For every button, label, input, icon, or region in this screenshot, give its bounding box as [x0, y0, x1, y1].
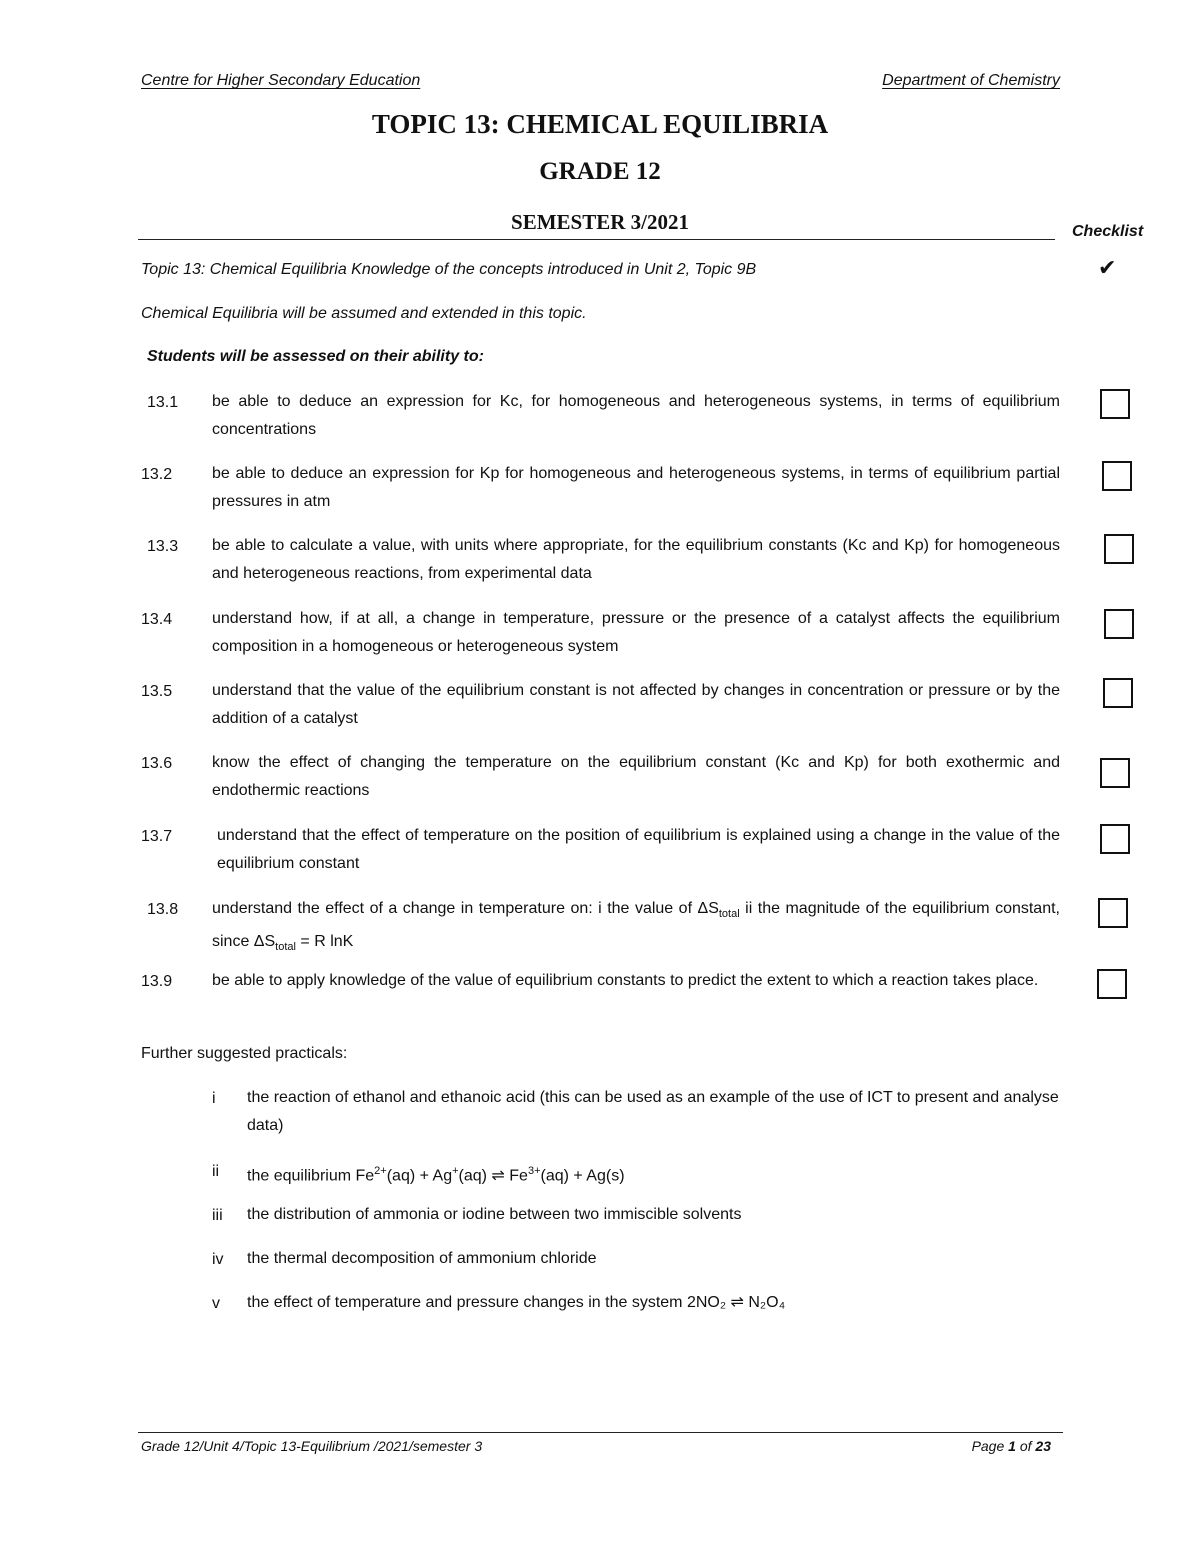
objective-number: 13.4 — [141, 611, 173, 628]
objective-text: understand that the effect of temperature on the position of equilibrium is explained using a change in the value of the equilibrium constant — [217, 827, 1060, 872]
objective-number: 13.3 — [147, 538, 179, 555]
practical-text-part: (aq) + Ag(s) — [540, 1167, 625, 1185]
objective-text-part: ii the magnitude of the equilibrium constant, since ΔS — [212, 900, 1060, 951]
subscript-total: total — [718, 908, 740, 921]
footer-document-ref: Grade 12/Unit 4/Topic 13-Equilibrium /2021/semester 3 — [141, 1438, 483, 1454]
practical-text-part: the equilibrium Fe — [247, 1167, 375, 1185]
charge-superscript: 3+ — [527, 1165, 541, 1177]
objective-checkbox[interactable] — [1097, 969, 1127, 999]
page-number: 1 — [1008, 1438, 1016, 1454]
objective-text — [212, 895, 1060, 961]
practical-text: the thermal decomposition of ammonium chloride — [247, 1250, 597, 1267]
semester-heading: SEMESTER 3/2021 — [511, 210, 689, 234]
practical-number: v — [212, 1295, 220, 1312]
practical-number: iv — [212, 1251, 224, 1268]
page-indicator — [972, 1438, 1051, 1454]
objective-number: 13.5 — [141, 683, 173, 700]
page-title: TOPIC 13: CHEMICAL EQUILIBRIA — [371, 109, 829, 139]
practical-text: the reaction of ethanol and ethanoic acid (this can be used as an example of the use of ICT to present and analyse data) — [247, 1089, 1059, 1134]
objective-text: know the effect of changing the temperature on the equilibrium constant (Kc and Kp) for both exothermic and endothermic reactions — [212, 754, 1060, 799]
objective-checkbox[interactable] — [1098, 898, 1128, 928]
practical-text-part: (aq) + Ag — [386, 1167, 453, 1185]
objective-text: understand that the value of the equilibrium constant is not affected by changes in concentration or pressure or by the addition of a catalyst — [212, 682, 1060, 727]
objective-text: be able to apply knowledge of the value of equilibrium constants to predict the extent to which a reaction takes place. — [212, 972, 1039, 989]
objective-checkbox[interactable] — [1104, 534, 1134, 564]
page-word: Page — [971, 1438, 1005, 1454]
objective-checkbox[interactable] — [1100, 389, 1130, 419]
assessment-heading: Students will be assessed on their ability to: — [147, 348, 484, 365]
practicals-heading: Further suggested practicals: — [141, 1045, 348, 1062]
header-department: Department of Chemistry — [882, 72, 1060, 89]
header-divider — [138, 239, 1055, 240]
practical-number: i — [212, 1090, 216, 1107]
objective-number: 13.6 — [141, 755, 173, 772]
objective-number: 13.8 — [147, 901, 179, 918]
objective-checkbox[interactable] — [1102, 461, 1132, 491]
footer-divider — [138, 1432, 1063, 1433]
page-total: 23 — [1035, 1438, 1051, 1454]
objective-number: 13.7 — [141, 828, 173, 845]
practical-number: iii — [212, 1207, 223, 1224]
subscript-total: total — [275, 941, 296, 954]
practical-text — [247, 1157, 1060, 1190]
objective-checkbox[interactable] — [1103, 678, 1133, 708]
objective-number: 13.2 — [141, 466, 173, 483]
objective-text: be able to calculate a value, with units where appropriate, for the equilibrium constants (Kc and Kp) for homogeneous and heterogeneous reactions, from experimental data — [212, 537, 1060, 582]
objective-number: 13.1 — [147, 394, 179, 411]
objective-checkbox[interactable] — [1104, 609, 1134, 639]
objective-text: understand how, if at all, a change in temperature, pressure or the presence of a catalyst affects the equilibrium composition in a homogeneous or heterogeneous system — [212, 610, 1060, 655]
practical-text-part: (aq) ⇌ Fe — [458, 1167, 528, 1185]
of-word: of — [1019, 1438, 1032, 1454]
objective-checkbox[interactable] — [1100, 824, 1130, 854]
objective-text: be able to deduce an expression for Kp for homogeneous and heterogeneous systems, in terms of equilibrium partial pressures in atm — [212, 465, 1060, 510]
objective-checkbox[interactable] — [1100, 758, 1130, 788]
charge-superscript: + — [452, 1165, 459, 1177]
intro-line-2: Chemical Equilibria will be assumed and extended in this topic. — [141, 305, 587, 322]
checkmark-icon: ✔ — [1098, 255, 1117, 280]
checklist-label: Checklist — [1072, 223, 1144, 240]
grade-heading: GRADE 12 — [539, 158, 661, 185]
intro-line-1: Topic 13: Chemical Equilibria Knowledge of the concepts introduced in Unit 2, Topic 9B — [141, 261, 757, 278]
objective-text: be able to deduce an expression for Kc, for homogeneous and heterogeneous systems, in terms of equilibrium concentrations — [212, 393, 1060, 438]
header-institution: Centre for Higher Secondary Education — [141, 72, 421, 89]
practical-text: the distribution of ammonia or iodine between two immiscible solvents — [247, 1206, 742, 1223]
practical-number: ii — [212, 1163, 220, 1180]
practical-text: the effect of temperature and pressure changes in the system 2NO₂ ⇌ N₂O₄ — [247, 1294, 786, 1311]
objective-text-part: understand the effect of a change in temperature on: i the value of ΔS — [212, 900, 719, 917]
objective-number: 13.9 — [141, 973, 173, 990]
charge-superscript: 2+ — [374, 1165, 387, 1177]
objective-text-part: = R lnK — [295, 933, 354, 951]
